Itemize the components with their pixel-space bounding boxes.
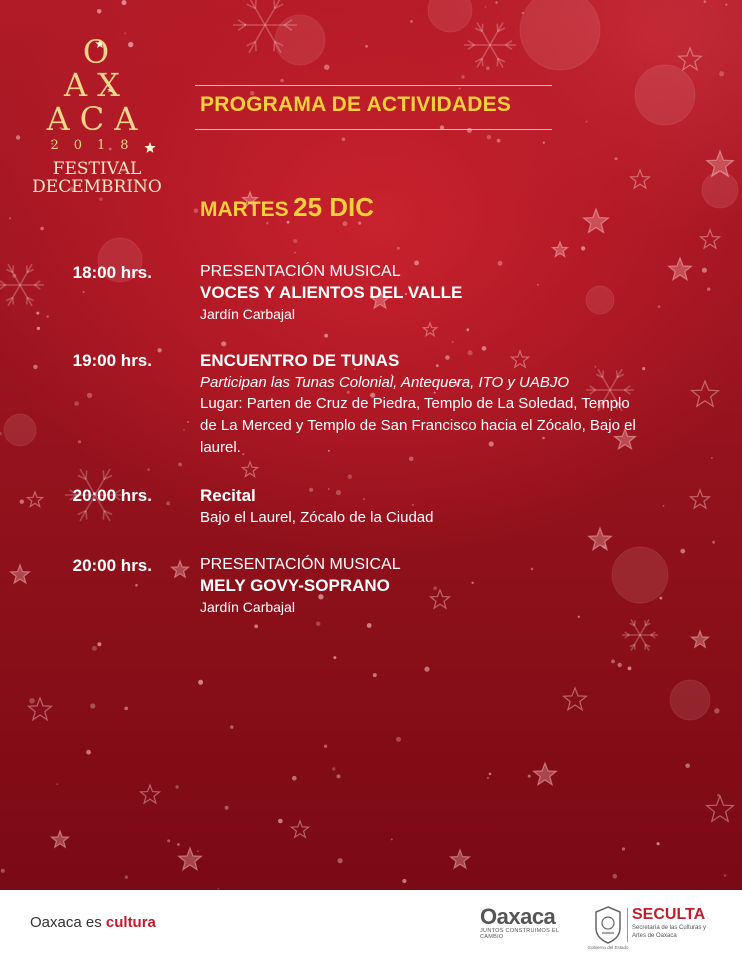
- sparkle-dot: [230, 725, 233, 728]
- program-title: PROGRAMA DE ACTIVIDADES: [200, 93, 512, 116]
- sparkle-dot: [177, 843, 180, 846]
- sparkle-dot: [124, 707, 128, 711]
- seculta-subtitle-line: Artes de Oaxaca: [632, 933, 677, 939]
- sparkle-dot: [324, 65, 329, 70]
- star-icon: [171, 561, 188, 577]
- sparkle-dot: [719, 71, 724, 76]
- event-route-line: Lugar: Parten de Cruz de Piedra, Templo de La Soledad, Templo: [200, 395, 630, 412]
- sparkle-dot: [391, 838, 393, 840]
- sparkle-dot: [622, 847, 625, 850]
- seculta-logo: [632, 906, 732, 940]
- event-details: [200, 485, 730, 529]
- star-icon: [451, 850, 470, 868]
- sparkle-dot: [466, 328, 469, 331]
- sparkle-dot: [717, 794, 720, 797]
- event-place: Jardín Carbajal: [200, 306, 295, 322]
- oaxaca-wordmark: Oaxaca: [480, 904, 556, 929]
- sparkle-dot: [348, 475, 352, 479]
- event-time: 18:00 hrs.: [72, 263, 152, 282]
- logo-line-ax: AX: [64, 66, 130, 104]
- logo-decembrino: DECEMBRINO: [32, 177, 162, 197]
- event-route-line: laurel.: [200, 439, 241, 456]
- sparkle-dot: [74, 401, 79, 406]
- event-time: 19:00 hrs.: [72, 351, 152, 370]
- sparkle-dot: [46, 315, 49, 318]
- title-top-rule: [195, 85, 552, 86]
- star-icon: [291, 821, 308, 837]
- sparkle-dot: [461, 75, 464, 78]
- oaxaca-slogan: JUNTOS CONSTRUIMOS EL CAMBIO: [480, 928, 560, 940]
- event-kicker: PRESENTACIÓN MUSICAL: [200, 263, 401, 280]
- sparkle-dot: [333, 656, 336, 659]
- sparkle-dot: [0, 432, 2, 435]
- sparkle-dot: [36, 312, 39, 315]
- footer-tagline: [30, 914, 156, 931]
- event-title: VOCES Y ALIENTOS DEL VALLE: [200, 283, 463, 302]
- event-details: [200, 262, 730, 324]
- event-place: Bajo el Laurel, Zócalo de la Ciudad: [200, 509, 434, 526]
- sparkle-dot: [586, 121, 588, 123]
- sparkle-dot: [292, 776, 297, 781]
- sparkle-dot: [338, 858, 343, 863]
- sparkle-dot: [487, 135, 491, 139]
- star-icon: [691, 631, 708, 647]
- logo-line-aca: ACA: [46, 100, 148, 138]
- event-time: 20:00 hrs.: [72, 556, 152, 575]
- sparkle-dot: [97, 9, 102, 14]
- sparkle-dot: [157, 348, 161, 352]
- sparkle-dot: [175, 785, 178, 788]
- sparkle-dot: [397, 247, 400, 250]
- star-icon: [423, 323, 436, 336]
- sparkle-dot: [487, 777, 489, 779]
- day-heading: [200, 192, 374, 223]
- sparkle-dot: [254, 624, 258, 628]
- sparkle-dot: [615, 157, 618, 160]
- sparkle-dot: [367, 623, 372, 628]
- sparkle-dot: [680, 549, 685, 554]
- sparkle-dot: [178, 463, 182, 467]
- sparkle-dot: [396, 737, 401, 742]
- star-icon: [584, 209, 609, 233]
- sparkle-dot: [485, 6, 487, 8]
- bokeh-circle: [635, 65, 695, 125]
- sparkle-dot: [495, 1, 497, 3]
- sparkle-dot: [99, 198, 102, 201]
- seculta-wordmark: SECULTA: [632, 906, 706, 923]
- event-time: 20:00 hrs.: [72, 486, 152, 505]
- sparkle-dot: [280, 79, 284, 83]
- event-details: [200, 555, 730, 617]
- sparkle-dot: [685, 764, 690, 769]
- sparkle-dot: [316, 622, 321, 627]
- event-details: [200, 350, 730, 459]
- star-icon: [589, 528, 612, 550]
- sparkle-dot: [459, 88, 461, 90]
- footer-divider: [627, 908, 628, 942]
- sparkle-dot: [147, 468, 150, 471]
- title-bottom-rule: [195, 129, 552, 130]
- sparkle-dot: [87, 393, 92, 398]
- sparkle-dot: [135, 584, 138, 587]
- sparkle-dot: [198, 680, 203, 685]
- bokeh-circle: [702, 172, 738, 208]
- sparkle-dot: [712, 541, 715, 544]
- seal-caption: Gobierno del Estado: [587, 945, 629, 950]
- logo-festival: FESTIVAL: [52, 159, 142, 179]
- star-icon: [679, 48, 702, 70]
- sparkle-dot: [9, 217, 11, 219]
- sparkle-dot: [294, 252, 296, 254]
- sparkle-dot: [293, 239, 297, 243]
- sparkle-dot: [704, 0, 707, 3]
- event-place: Jardín Carbajal: [200, 599, 295, 615]
- sparkle-dot: [452, 341, 454, 343]
- state-seal-icon: [594, 906, 622, 944]
- snowflake-icon: [464, 23, 516, 68]
- star-icon: [242, 462, 257, 477]
- sparkle-dot: [332, 767, 335, 770]
- sparkle-dot: [489, 773, 492, 776]
- sparkle-dot: [618, 663, 622, 667]
- bokeh-circle: [520, 0, 600, 70]
- star-icon: [534, 763, 557, 785]
- star-icon: [631, 170, 650, 188]
- star-icon: [707, 796, 734, 821]
- sparkle-dot: [337, 774, 341, 778]
- sparkle-dot: [342, 138, 346, 142]
- sparkle-dot: [92, 646, 97, 651]
- sparkle-dot: [373, 673, 377, 677]
- sparkle-dot: [90, 703, 95, 708]
- star-icon: [701, 230, 720, 248]
- sparkle-dot: [402, 879, 406, 883]
- logo-line-o: O: [82, 33, 112, 71]
- star-icon: [552, 242, 567, 257]
- snowflake-icon: [622, 619, 658, 650]
- sparkle-dot: [83, 291, 85, 293]
- sparkle-dot: [86, 750, 91, 755]
- oaxaca-government-logo: [480, 904, 580, 940]
- sparkle-dot: [187, 421, 189, 423]
- sparkle-dot: [97, 642, 101, 646]
- bokeh-circle: [275, 15, 325, 65]
- event-title: Recital: [200, 486, 256, 505]
- sparkle-dot: [78, 440, 81, 443]
- sparkle-dot: [657, 842, 660, 845]
- sparkle-dot: [497, 139, 501, 143]
- event-route-line: de La Merced y Templo de San Francisco hacia el Zócalo, Bajo el: [200, 417, 636, 434]
- day-number: 25 DIC: [293, 192, 375, 222]
- sparkle-dot: [725, 4, 727, 6]
- sparkle-dot: [194, 208, 199, 213]
- sparkle-dot: [125, 876, 128, 879]
- sparkle-dot: [167, 839, 170, 842]
- sparkle-dot: [124, 32, 126, 34]
- sparkle-dot: [410, 20, 413, 23]
- star-icon: [564, 688, 587, 710]
- sparkle-dot: [40, 227, 44, 231]
- event-participants: Participan las Tunas Colonial, Antequera, ITO y UABJO: [200, 374, 570, 391]
- sparkle-dot: [628, 667, 632, 671]
- sparkle-dot: [543, 142, 545, 144]
- sparkle-dot: [16, 135, 20, 139]
- bokeh-circle: [428, 0, 472, 32]
- seculta-subtitle: [632, 924, 732, 940]
- sparkle-dot: [1, 869, 5, 873]
- sparkle-dot: [611, 660, 615, 664]
- star-icon: [51, 831, 68, 847]
- sparkle-dot: [724, 874, 727, 877]
- tagline-emphasis: cultura: [105, 914, 156, 931]
- sparkle-dot: [225, 806, 229, 810]
- event-title: MELY GOVY-SOPRANO: [200, 576, 390, 595]
- tagline-prefix: Oaxaca es: [30, 914, 102, 931]
- seculta-subtitle-line: Secretaría de las Culturas y: [632, 925, 707, 931]
- sparkle-dot: [221, 341, 226, 346]
- star-icon: [141, 785, 160, 803]
- sparkle-dot: [37, 327, 40, 330]
- sparkle-dot: [424, 667, 429, 672]
- sparkle-dot: [522, 12, 524, 14]
- sparkle-dot: [714, 708, 719, 713]
- sparkle-dot: [197, 850, 199, 852]
- sparkle-dot: [613, 874, 618, 879]
- bokeh-circle: [4, 414, 36, 446]
- sparkle-dot: [183, 429, 185, 431]
- sparkle-dot: [122, 0, 127, 5]
- sparkle-dot: [56, 783, 58, 785]
- sparkle-dot: [324, 334, 328, 338]
- sparkle-dot: [486, 66, 490, 70]
- sparkle-dot: [365, 45, 368, 48]
- sparkle-dot: [581, 246, 585, 250]
- sparkle-dot: [324, 745, 327, 748]
- sparkle-dot: [528, 775, 531, 778]
- sparkle-dot: [278, 819, 283, 824]
- logo-year: 2018: [50, 138, 144, 153]
- sparkle-dot: [29, 698, 35, 704]
- event-title: ENCUENTRO DE TUNAS: [200, 351, 400, 370]
- sparkle-dot: [166, 501, 170, 505]
- bokeh-circle: [670, 680, 710, 720]
- footer-bar: [0, 890, 742, 960]
- event-kicker: PRESENTACIÓN MUSICAL: [200, 556, 401, 573]
- festival-logo: [22, 33, 172, 197]
- day-name: MARTES: [200, 198, 289, 221]
